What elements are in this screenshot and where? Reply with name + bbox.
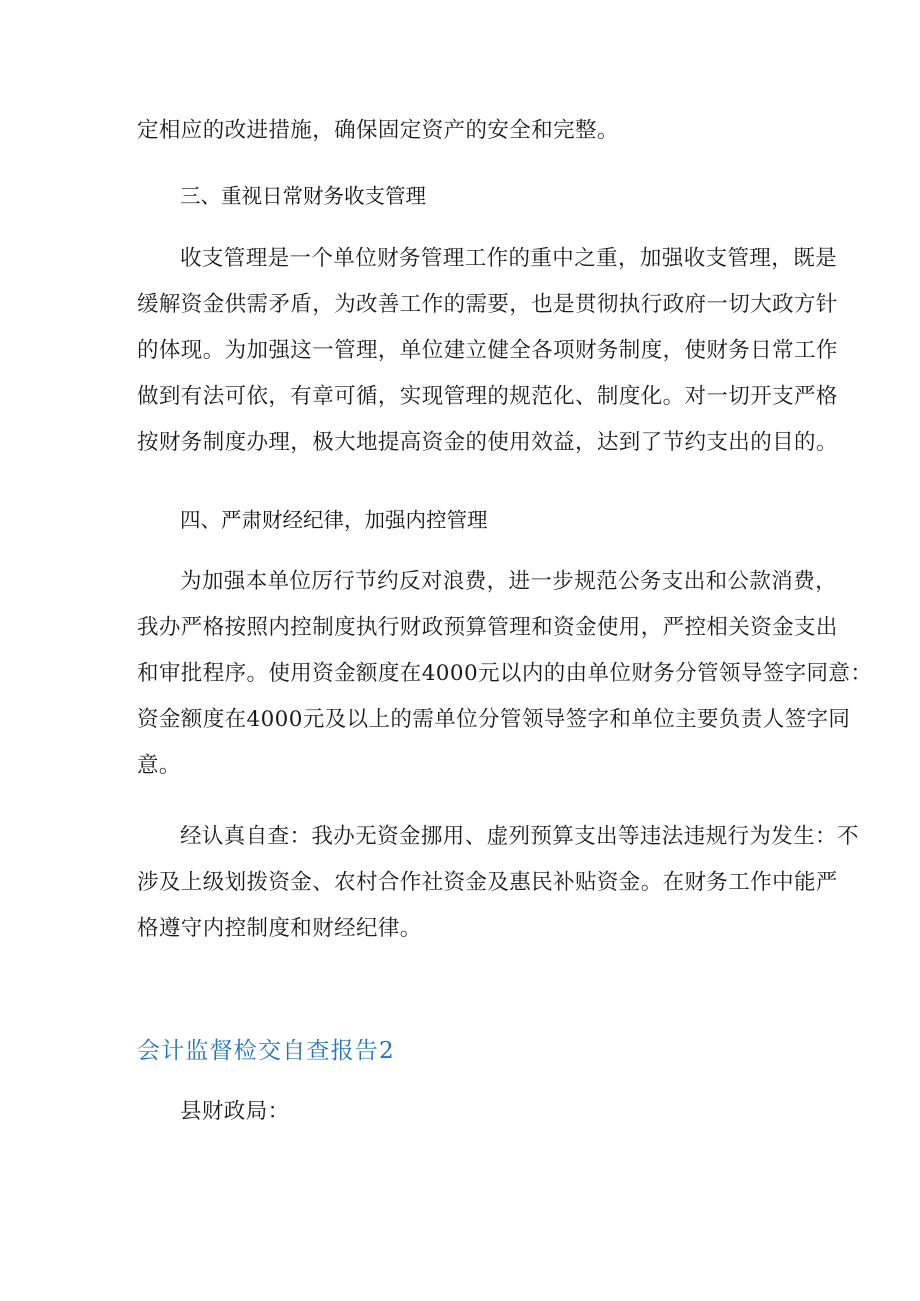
- paragraph-line: 收支管理是一个单位财务管理工作的重中之重，加强收支管理，既是: [180, 246, 838, 271]
- paragraph-line: 和审批程序。使用资金额度在4000元以内的由单位财务分管领导签字同意：: [137, 661, 873, 686]
- paragraph-line: 缓解资金供需矛盾，为改善工作的需要，也是贯彻执行政府一切大政方针: [137, 292, 838, 317]
- paragraph-line: 定相应的改进措施，确保固定资产的安全和完整。: [137, 118, 619, 143]
- paragraph-line: 的体现。为加强这一管理，单位建立健全各项财务制度，使财务日常工作: [137, 338, 838, 363]
- paragraph-line: 意。: [137, 753, 181, 778]
- paragraph-line: 做到有法可依，有章可循，实现管理的规范化、制度化。对一切开支严格: [137, 384, 838, 409]
- paragraph-line: 格遵守内控制度和财经纪律。: [137, 916, 422, 941]
- paragraph-line: 按财务制度办理，极大地提高资金的使用效益，达到了节约支出的目的。: [137, 430, 838, 455]
- section-heading-4: 四、严肃财经纪律，加强内控管理: [180, 508, 488, 532]
- paragraph-line: 经认真自查：我办无资金挪用、虚列预算支出等违法违规行为发生：不: [180, 824, 859, 849]
- paragraph-line: 涉及上级划拨资金、农村合作社资金及惠民补贴资金。在财务工作中能严: [137, 870, 838, 895]
- section-heading-3: 三、重视日常财务收支管理: [180, 184, 426, 208]
- paragraph-line: 资金额度在4000元及以上的需单位分管领导签字和单位主要负责人签字同: [137, 707, 851, 732]
- report-title: 会计监督检交自查报告2: [137, 1038, 395, 1064]
- paragraph-line: 我办严格按照内控制度执行财政预算管理和资金使用，严控相关资金支出: [137, 615, 838, 640]
- paragraph-line: 为加强本单位厉行节约反对浪费，进一步规范公务支出和公款消费，: [180, 569, 838, 594]
- salutation: 县财政局：: [180, 1099, 290, 1124]
